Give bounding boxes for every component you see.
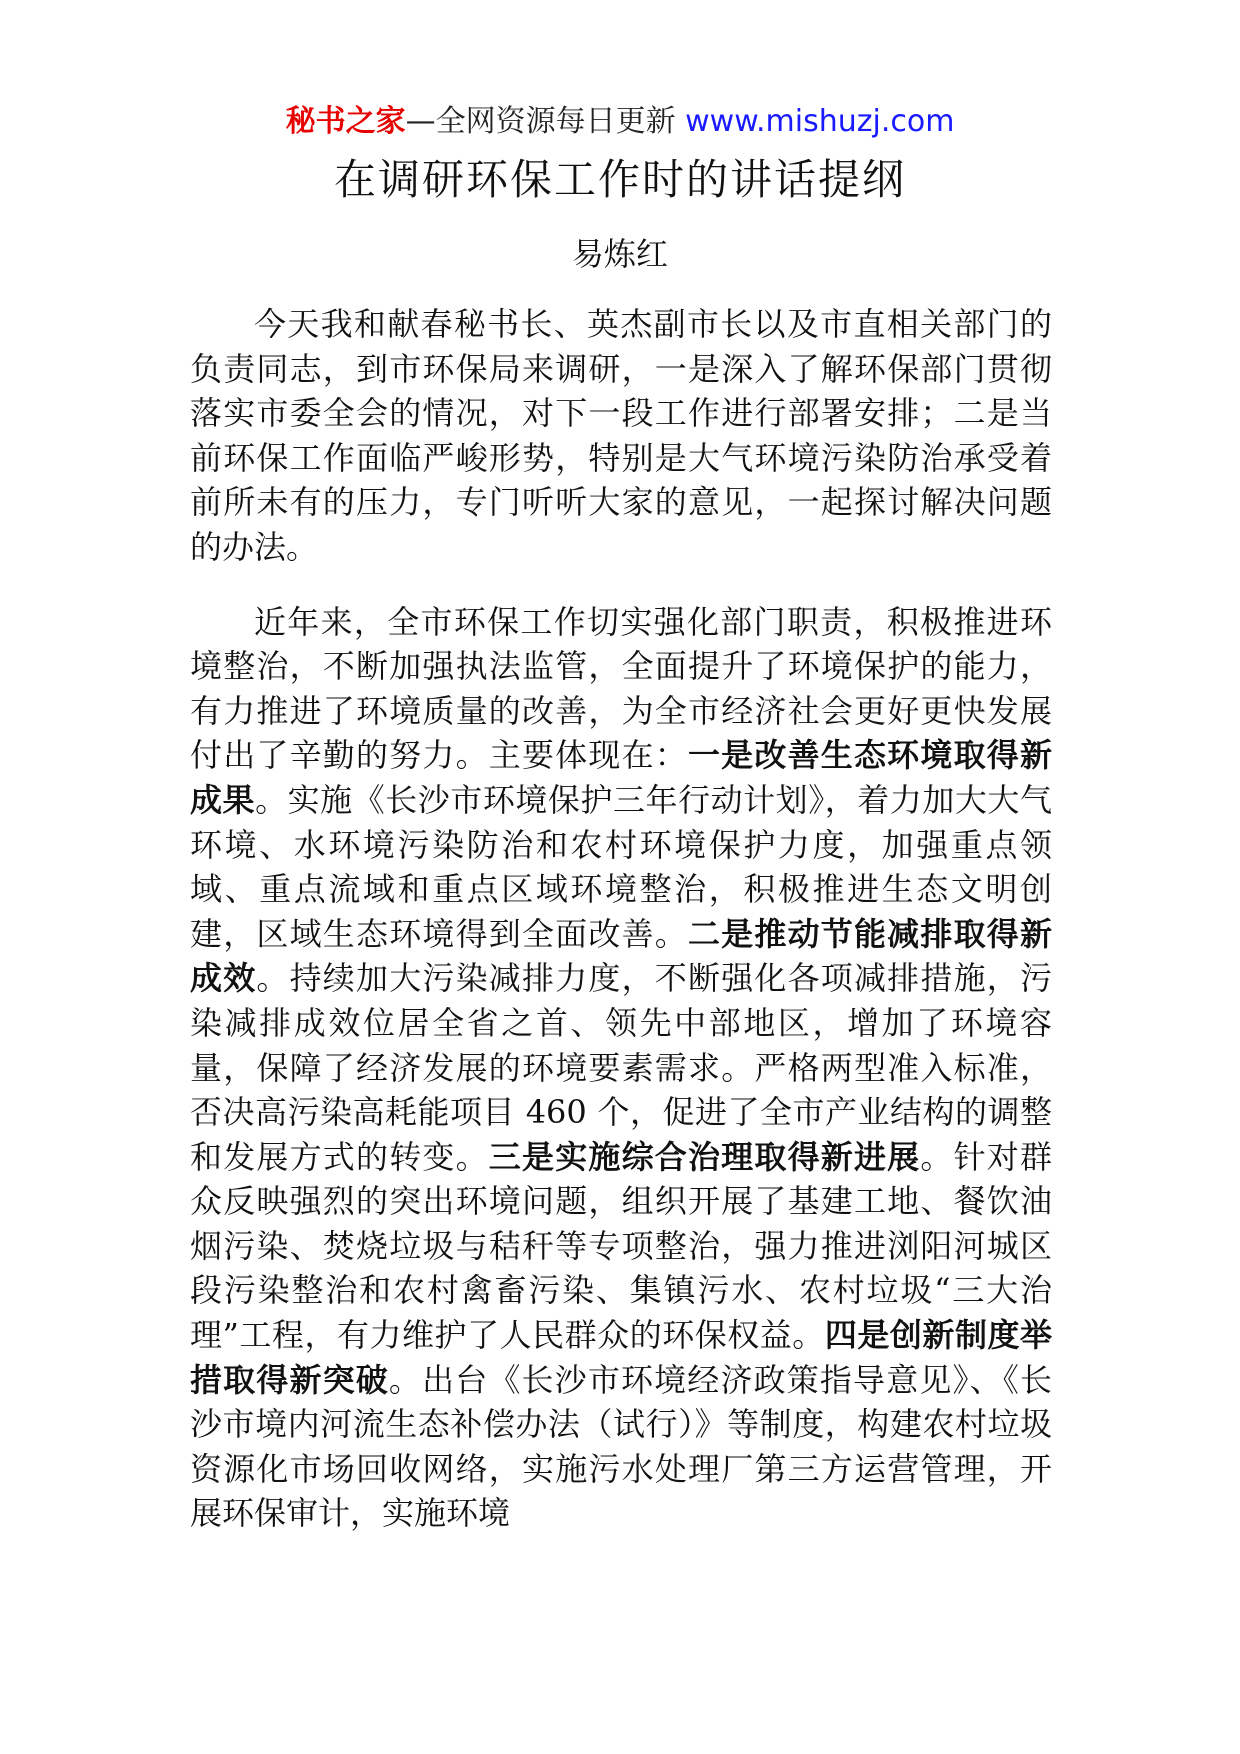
point-2-text: 。持续加大污染减排力度，不断强化各项减排措施，污染减排成效位居全省之首、领先中部地区，增加了环境容量，保障了经济发展的环境要素需求。严格两型准入标准，否决高污染高耗能项目 460 个，促进了全市产业结构的调整和发展方式的转变。 bbox=[190, 959, 1052, 1176]
point-4-text: 。出台《长沙市环境经济政策指导意见》、《长沙市境内河流生态补偿办法（试行）》等制度，构建农村垃圾资源化市场回收网络，实施污水处理厂第三方运营管理，开展环保审计，实施环境 bbox=[190, 1360, 1052, 1533]
site-header bbox=[0, 102, 1240, 142]
paragraph-2 bbox=[190, 600, 1052, 1536]
document-title: 在调研环保工作时的讲话提纲 bbox=[333, 155, 906, 204]
point-1-heading: 一是改善生态环境取得新成果 bbox=[190, 736, 1052, 819]
header-tagline: —全网资源每日更新 bbox=[405, 104, 686, 139]
point-2-heading: 二是推动节能减排取得新成效 bbox=[190, 914, 1052, 998]
point-3-text: 。针对群众反映强烈的突出环境问题，组织开展了基建工地、餐饮油烟污染、焚烧垃圾与秸秆等专项整治，强力推进浏阳河城区段污染整治和农村禽畜污染、集镇污水、农村垃圾“三大治理”工程，有力维护了人民群众的环保权益。 bbox=[190, 1137, 1052, 1355]
site-url[interactable]: www.mishuzj.com bbox=[685, 104, 955, 139]
paragraph-2-intro: 近年来，全市环保工作切实强化部门职责，积极推进环境整治，不断加强执法监管，全面提升了环境保护的能力，有力推进了环境质量的改善，为全市经济社会更好更快发展付出了辛勤的努力。主要体现在： bbox=[190, 602, 1052, 775]
point-4-heading: 四是创新制度举措取得新突破 bbox=[190, 1316, 1052, 1399]
point-3-heading: 三是实施综合治理取得新进展 bbox=[488, 1137, 921, 1176]
paragraph-1: 今天我和献春秘书长、英杰副市长以及市直相关部门的负责同志，到市环保局来调研，一是深入了解环保部门贯彻落实市委全会的情况，对下一段工作进行部署安排；二是当前环保工作面临严峻形势，特别是大气环境污染防治承受着前所未有的压力，专门听听大家的意见，一起探讨解决问题的办法。 bbox=[190, 305, 1052, 566]
document-body bbox=[190, 302, 1052, 1536]
point-1-text: 。实施《长沙市环境保护三年行动计划》，着力加大大气环境、水环境污染防治和农村环境保护力度，加强重点领域、重点流域和重点区域环境整治，积极推进生态文明创建，区域生态环境得到全面改善。 bbox=[190, 780, 1052, 953]
document-author: 易炼红 bbox=[571, 235, 668, 273]
brand-name: 秘书之家 bbox=[285, 104, 406, 139]
